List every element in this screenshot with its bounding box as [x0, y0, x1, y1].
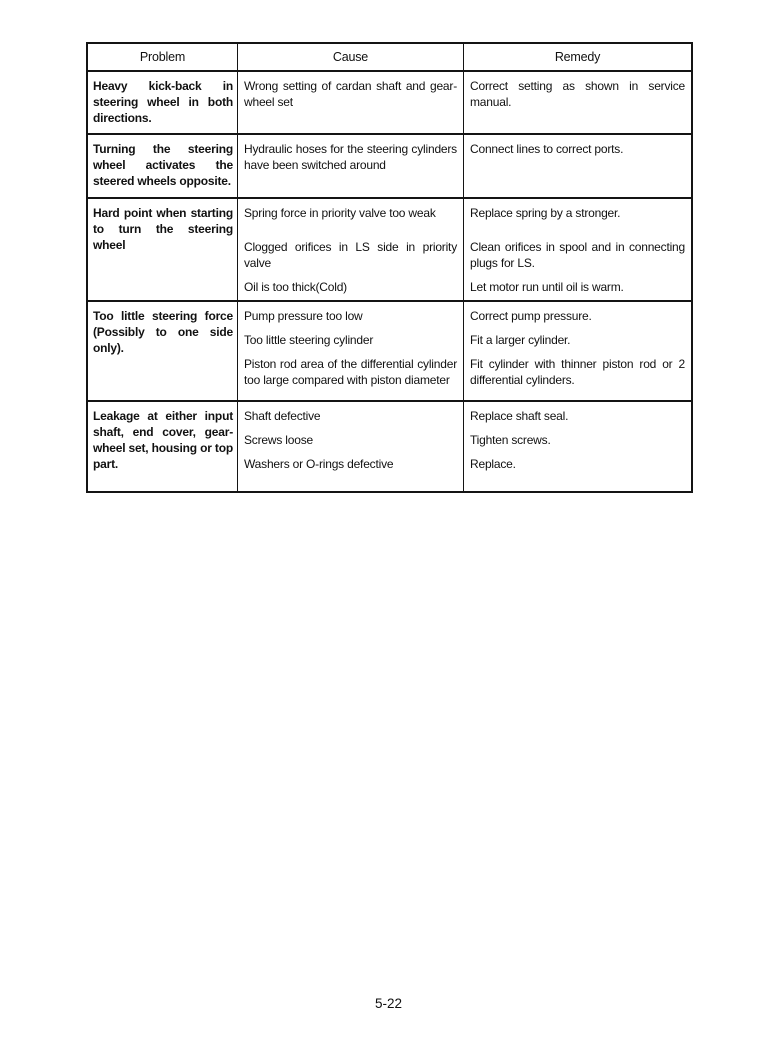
- table-header-row: [88, 44, 691, 70]
- remedy-cell: [463, 302, 691, 400]
- cause-item: Shaft defective: [244, 409, 321, 423]
- cause-item: Hydraulic hoses for the steering cylinders have been switched around: [244, 142, 457, 172]
- cause-item: Clogged orifices in LS side in priority valve: [244, 240, 457, 270]
- remedy-item: Clean orifices in spool and in connecting plugs for LS.: [470, 240, 685, 270]
- cause-item: Washers or O-rings defective: [244, 457, 394, 471]
- problem-cell: Turning the steering wheel activates the steered wheels opposite.: [93, 142, 233, 188]
- remedy-item: Connect lines to correct ports.: [470, 142, 624, 156]
- table-row: [88, 133, 691, 197]
- cause-cell: [237, 135, 463, 197]
- cause-item: Too little steering cylinder: [244, 333, 374, 347]
- cause-cell: [237, 72, 463, 133]
- remedy-item: Correct pump pressure.: [470, 309, 592, 323]
- cause-item: Piston rod area of the differential cylinder too large compared with piston diameter: [244, 357, 457, 387]
- cause-cell: [237, 199, 463, 300]
- cause-cell: [237, 302, 463, 400]
- problem-cell: Heavy kick-back in steering wheel in both directions.: [93, 79, 233, 125]
- cause-cell: [237, 402, 463, 491]
- table-row: [88, 300, 691, 400]
- problem-cell: Hard point when starting to turn the steering wheel: [93, 206, 233, 252]
- cause-item: Screws loose: [244, 433, 313, 447]
- remedy-cell: [463, 72, 691, 133]
- cause-item: Wrong setting of cardan shaft and gear-wheel set: [244, 79, 457, 109]
- table-row: [88, 197, 691, 300]
- remedy-item: Correct setting as shown in service manual.: [470, 79, 685, 109]
- remedy-cell: [463, 135, 691, 197]
- remedy-item: Fit cylinder with thinner piston rod or 2 differential cylinders.: [470, 357, 685, 387]
- problem-cell: Leakage at either input shaft, end cover, gear-wheel set, housing or top part.: [93, 409, 233, 471]
- remedy-cell: [463, 199, 691, 300]
- remedy-item: Replace.: [470, 457, 516, 471]
- page-number: 5-22: [374, 996, 403, 1011]
- cause-item: Spring force in priority valve too weak: [244, 206, 436, 220]
- table-row: [88, 70, 691, 133]
- remedy-cell: [463, 402, 691, 491]
- header-problem: Problem: [139, 50, 186, 64]
- header-cause: Cause: [237, 44, 463, 70]
- remedy-item: Fit a larger cylinder.: [470, 333, 571, 347]
- remedy-item: Replace spring by a stronger.: [470, 206, 621, 220]
- problem-cell: Too little steering force (Possibly to one side only).: [93, 309, 233, 355]
- cause-item: Oil is too thick(Cold): [244, 280, 347, 294]
- header-remedy: Remedy: [463, 44, 691, 70]
- remedy-item: Let motor run until oil is warm.: [470, 280, 624, 294]
- troubleshooting-table: [86, 42, 693, 493]
- cause-item: Pump pressure too low: [244, 309, 363, 323]
- remedy-item: Replace shaft seal.: [470, 409, 569, 423]
- remedy-item: Tighten screws.: [470, 433, 551, 447]
- table-row: [88, 400, 691, 491]
